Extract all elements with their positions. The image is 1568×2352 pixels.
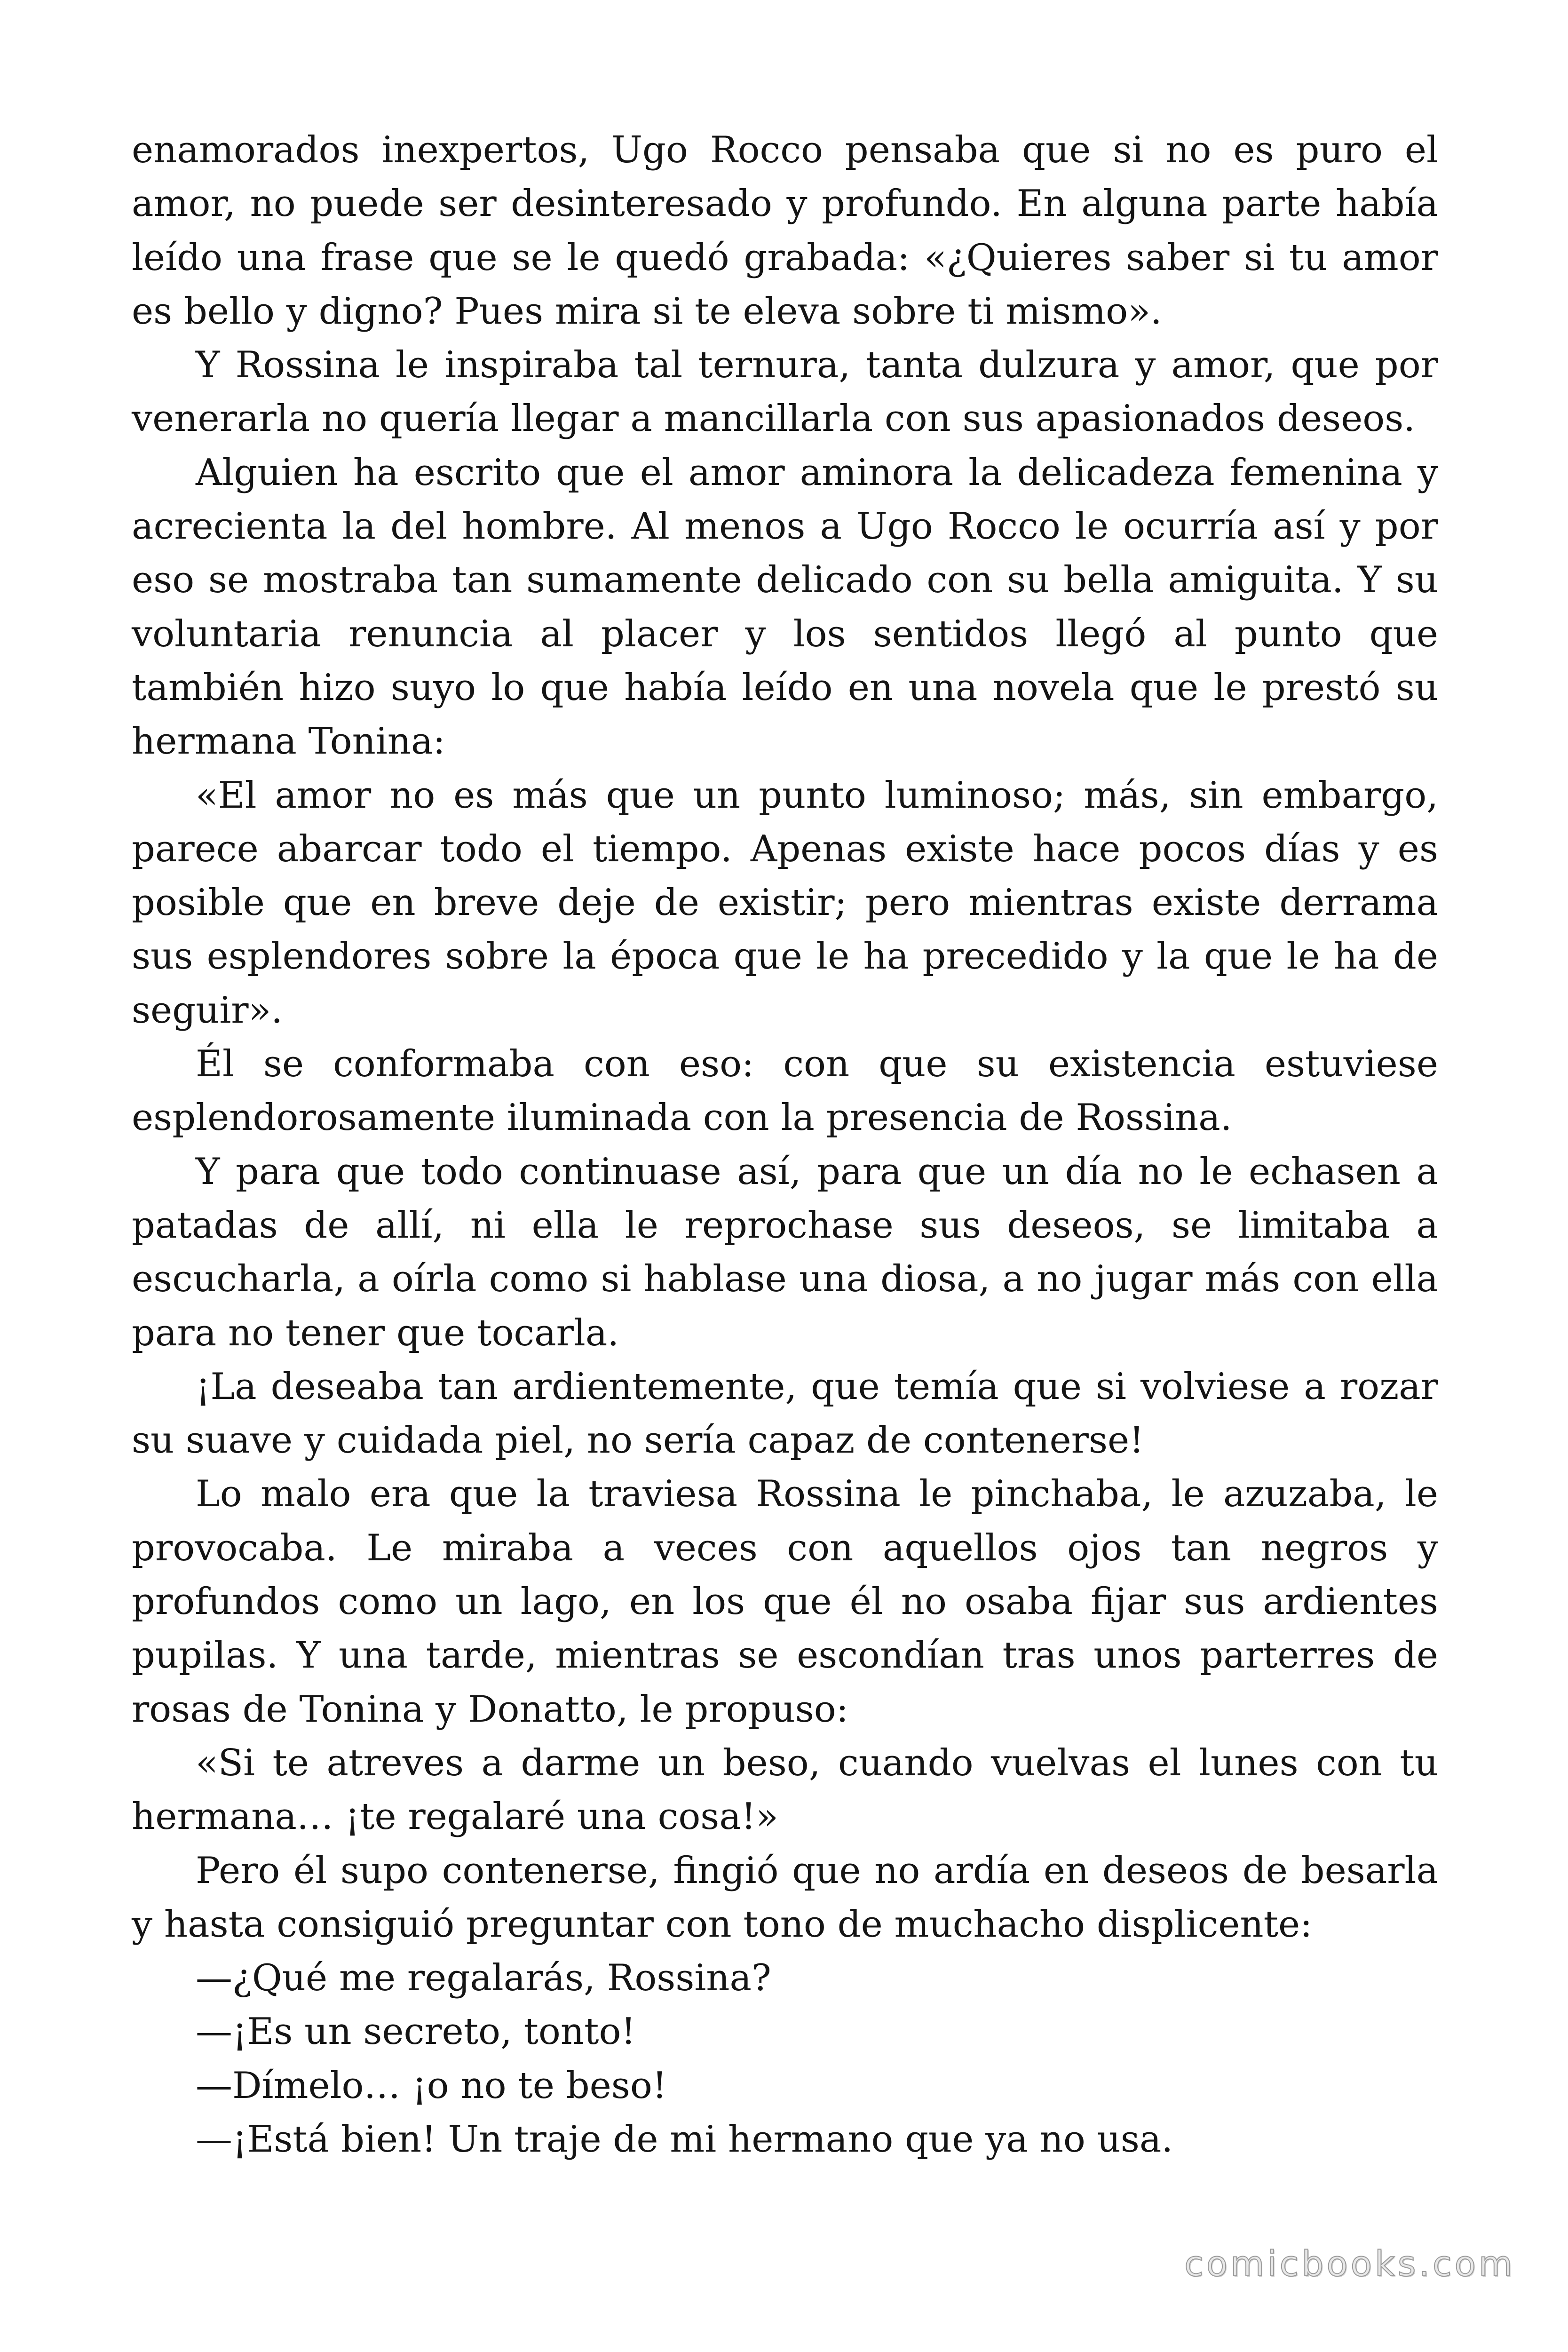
paragraph: Pero él supo contenerse, fingió que no ardía en deseos de besarla y hasta consiguió preguntar con tono de muchacho displicente: [132,1849,1438,1946]
dialogue-line: —¡Es un secreto, tonto! [196,2010,636,2053]
paragraph: «Si te atreves a darme un beso, cuando vuelvas el lunes con tu hermana… ¡te regalaré una cosa!» [132,1741,1438,1838]
paragraph: Y Rossina le inspiraba tal ternura, tanta dulzura y amor, que por venerarla no quería llegar a mancillarla con sus apasionados deseos. [132,344,1438,440]
dialogue-line: —¿Qué me regalarás, Rossina? [196,1957,771,2000]
body-text [132,123,1438,2166]
watermark: comicbooks.com [1184,2244,1515,2284]
paragraph: «El amor no es más que un punto luminoso; más, sin embargo, parece abarcar todo el tiempo. Apenas existe hace pocos días y es posible que en breve deje de existir; pero mientras existe derrama sus esplendores sobre la época que le ha precedido y la que le ha de seguir». [132,774,1438,1032]
paragraph: Alguien ha escrito que el amor aminora la delicadeza femenina y acrecienta la del hombre. Al menos a Ugo Rocco le ocurría así y por eso se mostraba tan sumamente delicado con su bella amiguita. Y su voluntaria renuncia al placer y los sentidos llegó al punto que también hizo suyo lo que había leído en una novela que le prestó su hermana Tonina: [132,451,1438,763]
dialogue-line: —¡Está bien! Un traje de mi hermano que ya no usa. [196,2118,1173,2161]
paragraph: enamorados inexpertos, Ugo Rocco pensaba que si no es puro el amor, no puede ser desinteresado y profundo. En alguna parte había leído una frase que se le quedó grabada: «¿Quieres saber si tu amor es bello y digno? Pues mira si te eleva sobre ti mismo». [132,129,1438,333]
paragraph: Y para que todo continuase así, para que un día no le echasen a patadas de allí, ni ella le reprochase sus deseos, se limitaba a escucharla, a oírla como si hablase una diosa, a no jugar más con ella para no tener que tocarla. [132,1150,1438,1354]
paragraph: Él se conformaba con eso: con que su existencia estuviese esplendorosamente iluminada con la presencia de Rossina. [132,1043,1438,1139]
paragraph: ¡La deseaba tan ardientemente, que temía que si volviese a rozar su suave y cuidada piel, no sería capaz de contenerse! [132,1365,1438,1462]
paragraph: Lo malo era que la traviesa Rossina le pinchaba, le azuzaba, le provocaba. Le miraba a veces con aquellos ojos tan negros y profundos como un lago, en los que él no osaba fijar sus ardientes pupilas. Y una tarde, mientras se escondían tras unos parterres de rosas de Tonina y Donatto, le propuso: [132,1473,1438,1731]
dialogue-line: —Dímelo… ¡o no te beso! [196,2064,667,2107]
